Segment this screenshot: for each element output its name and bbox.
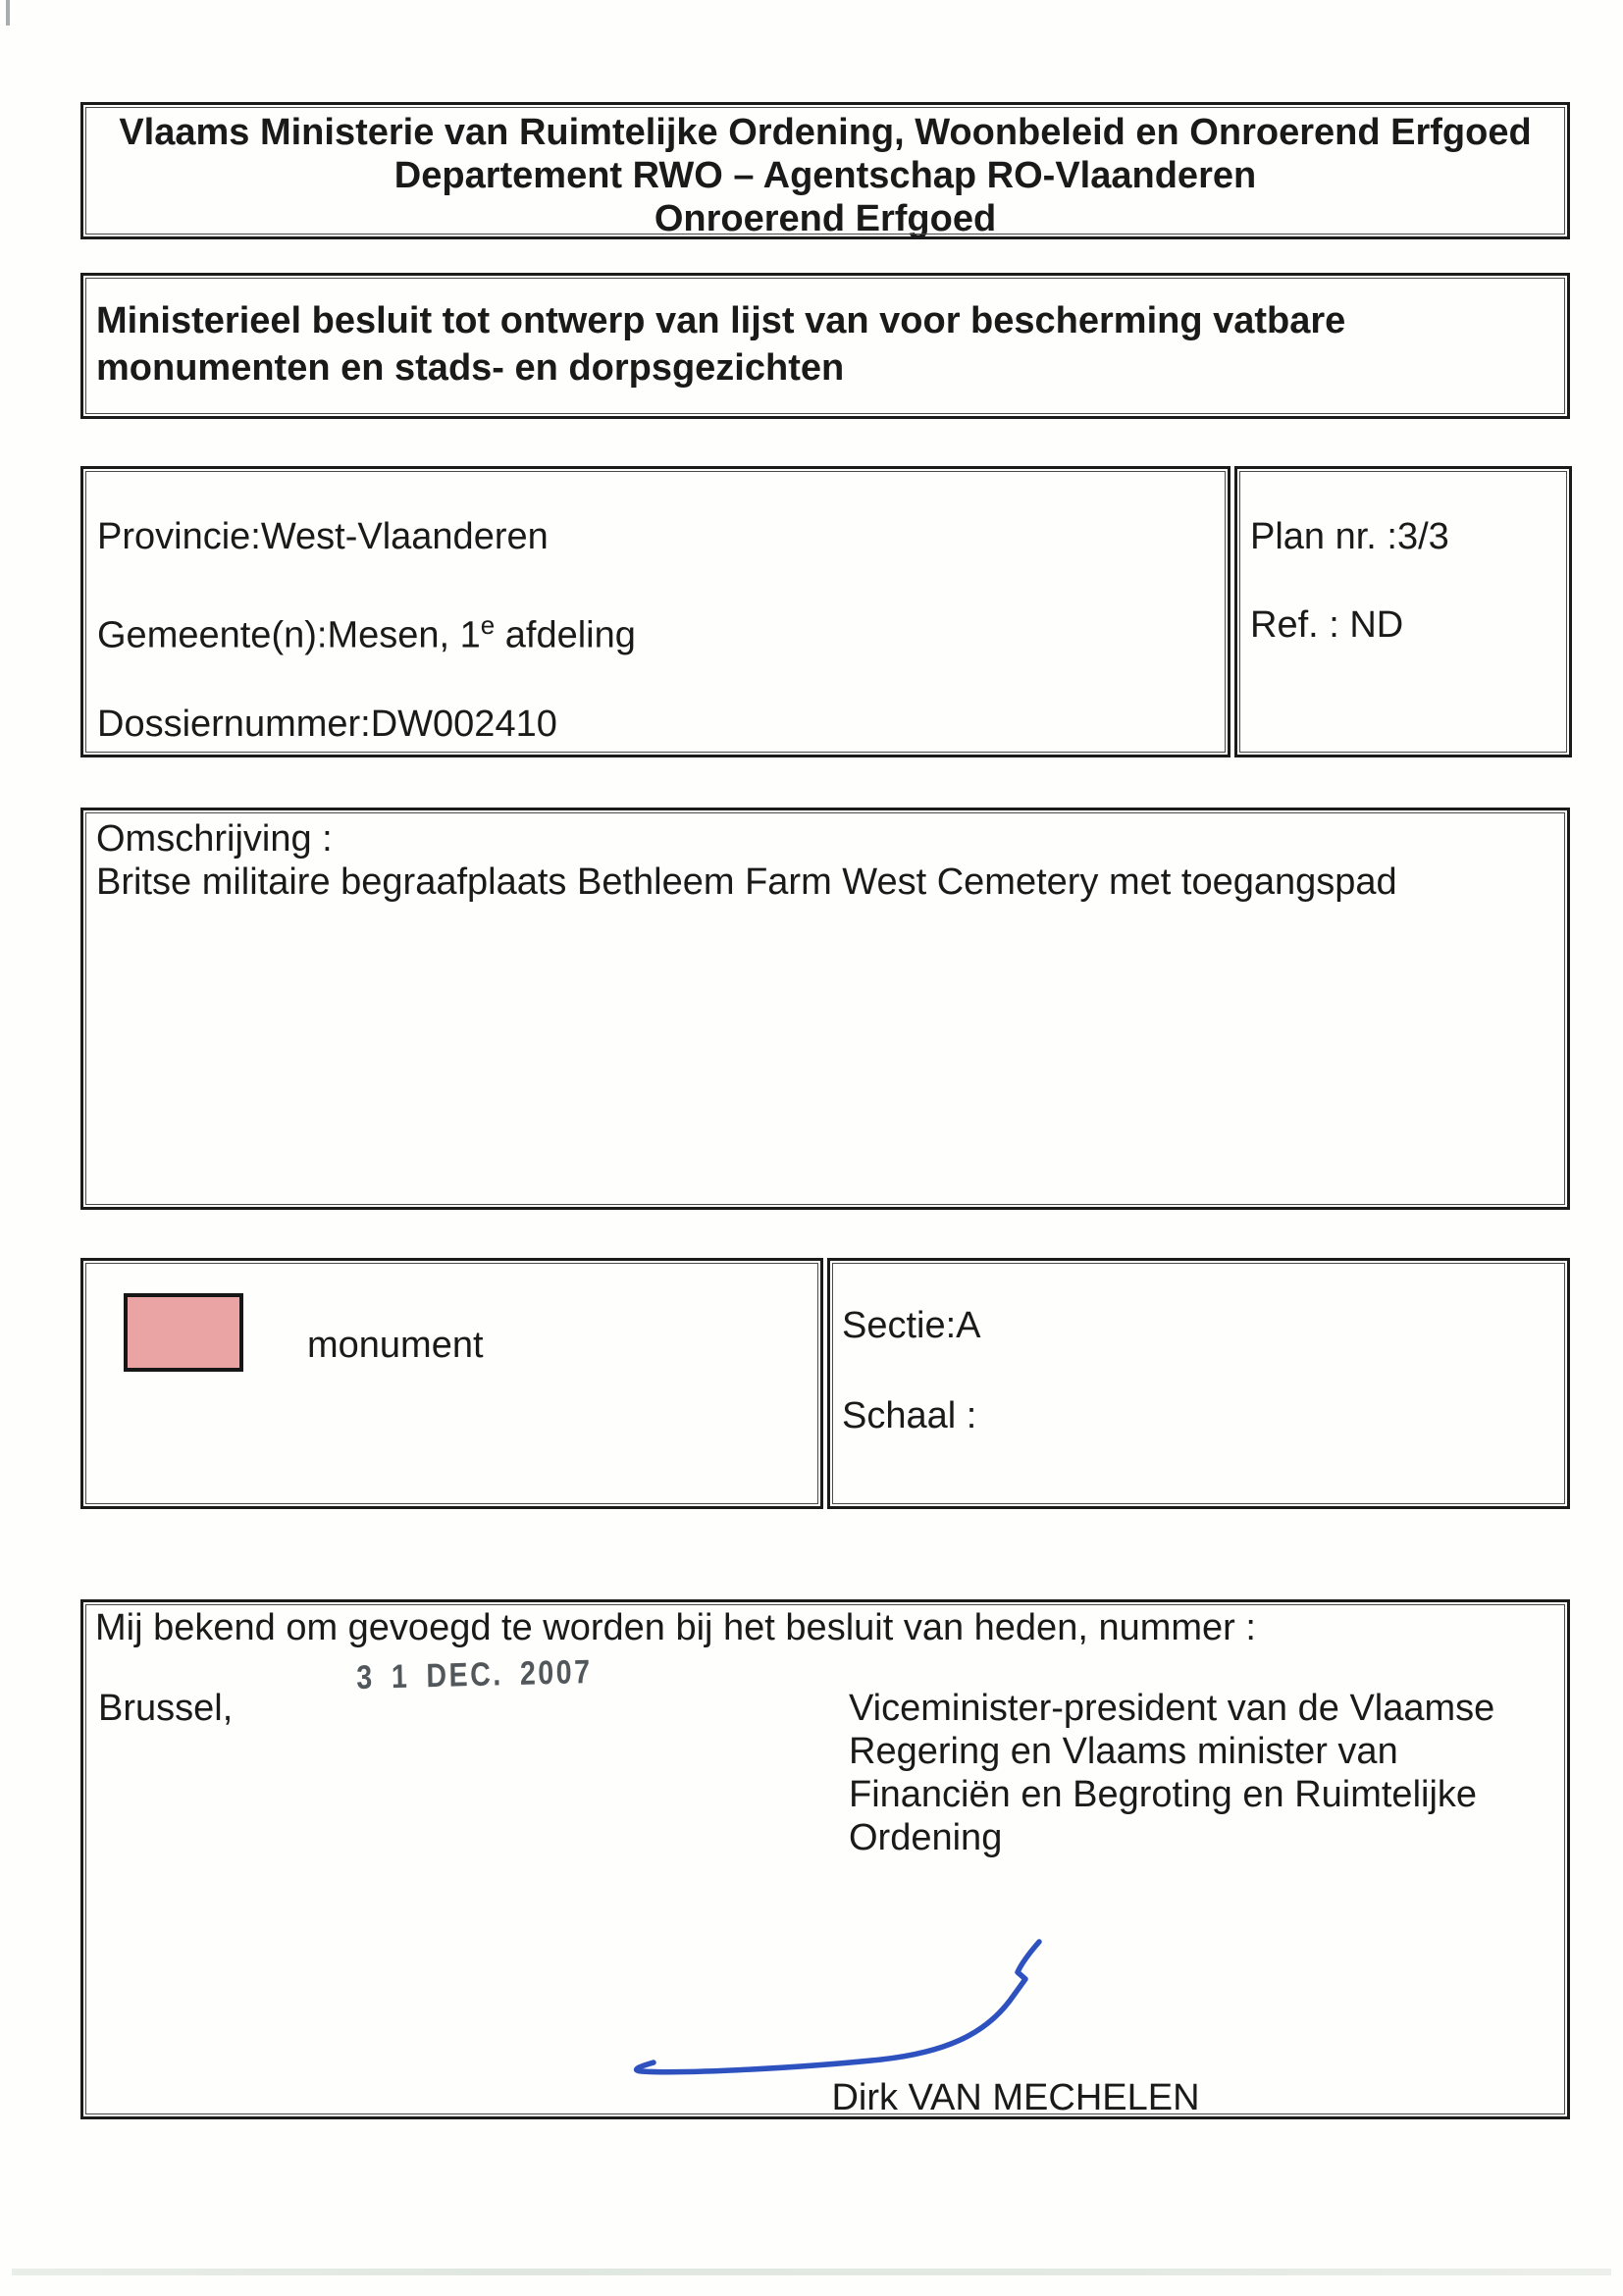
dossier-number-field: Dossiernummer:DW002410 xyxy=(97,703,557,745)
dossier-details-box xyxy=(80,466,1230,757)
municipality-superscript: e xyxy=(480,610,496,640)
agency-subtitle: Onroerend Erfgoed xyxy=(654,198,997,239)
date-stamp: 3 1 DEC. 2007 xyxy=(356,1653,593,1696)
section-scale-box xyxy=(827,1258,1570,1509)
plan-number-field: Plan nr. :3/3 xyxy=(1250,516,1449,557)
description-box xyxy=(80,808,1570,1210)
minister-title-line: Financiën en Begroting en Ruimtelijke xyxy=(849,1774,1478,1815)
scan-artifact-bottom-line xyxy=(12,2269,1611,2275)
minister-title-line: Ordening xyxy=(849,1817,1003,1858)
decree-title-line1: Ministerieel besluit tot ontwerp van lijst van voor bescherming vatbare xyxy=(96,300,1346,341)
minister-title-line: Viceminister-president van de Vlaamse xyxy=(849,1688,1495,1729)
description-label: Omschrijving : xyxy=(96,818,333,860)
department-subtitle: Departement RWO – Agentschap RO-Vlaanderen xyxy=(393,155,1257,196)
ministry-title: Vlaams Ministerie van Ruimtelijke Ordening, Woonbeleid en Onroerend Erfgoed xyxy=(119,112,1532,153)
municipality-text: Gemeente(n):Mesen, 1 xyxy=(97,614,481,656)
plan-reference-box xyxy=(1234,466,1572,757)
signoff-intro: Mij bekend om gevoegd te worden bij het besluit van heden, nummer : xyxy=(95,1607,1256,1648)
place-label: Brussel, xyxy=(98,1688,234,1729)
scan-artifact-top-left xyxy=(6,0,10,26)
signature-path xyxy=(637,1942,1039,2072)
municipality-suffix: afdeling xyxy=(495,614,636,656)
description-text: Britse militaire begraafplaats Bethleem Farm West Cemetery met toegangspad xyxy=(96,861,1397,903)
signer-name: Dirk VAN MECHELEN xyxy=(831,2077,1200,2118)
header-box xyxy=(80,102,1570,239)
province-field: Provincie:West-Vlaanderen xyxy=(97,516,549,557)
scale-field: Schaal : xyxy=(842,1395,977,1436)
monument-swatch xyxy=(124,1293,243,1372)
reference-field: Ref. : ND xyxy=(1250,604,1404,646)
legend-label: monument xyxy=(307,1325,484,1366)
municipality-field xyxy=(97,581,1228,680)
signoff-box xyxy=(80,1599,1570,2119)
minister-title xyxy=(849,1687,1494,1859)
signature-ink xyxy=(618,1936,1079,2083)
decree-title-box xyxy=(80,273,1570,419)
minister-title-line: Regering en Vlaams minister van xyxy=(849,1731,1398,1772)
section-field: Sectie:A xyxy=(842,1305,981,1346)
legend-box xyxy=(80,1258,823,1509)
decree-title-line2: monumenten en stads- en dorpsgezichten xyxy=(96,347,845,389)
